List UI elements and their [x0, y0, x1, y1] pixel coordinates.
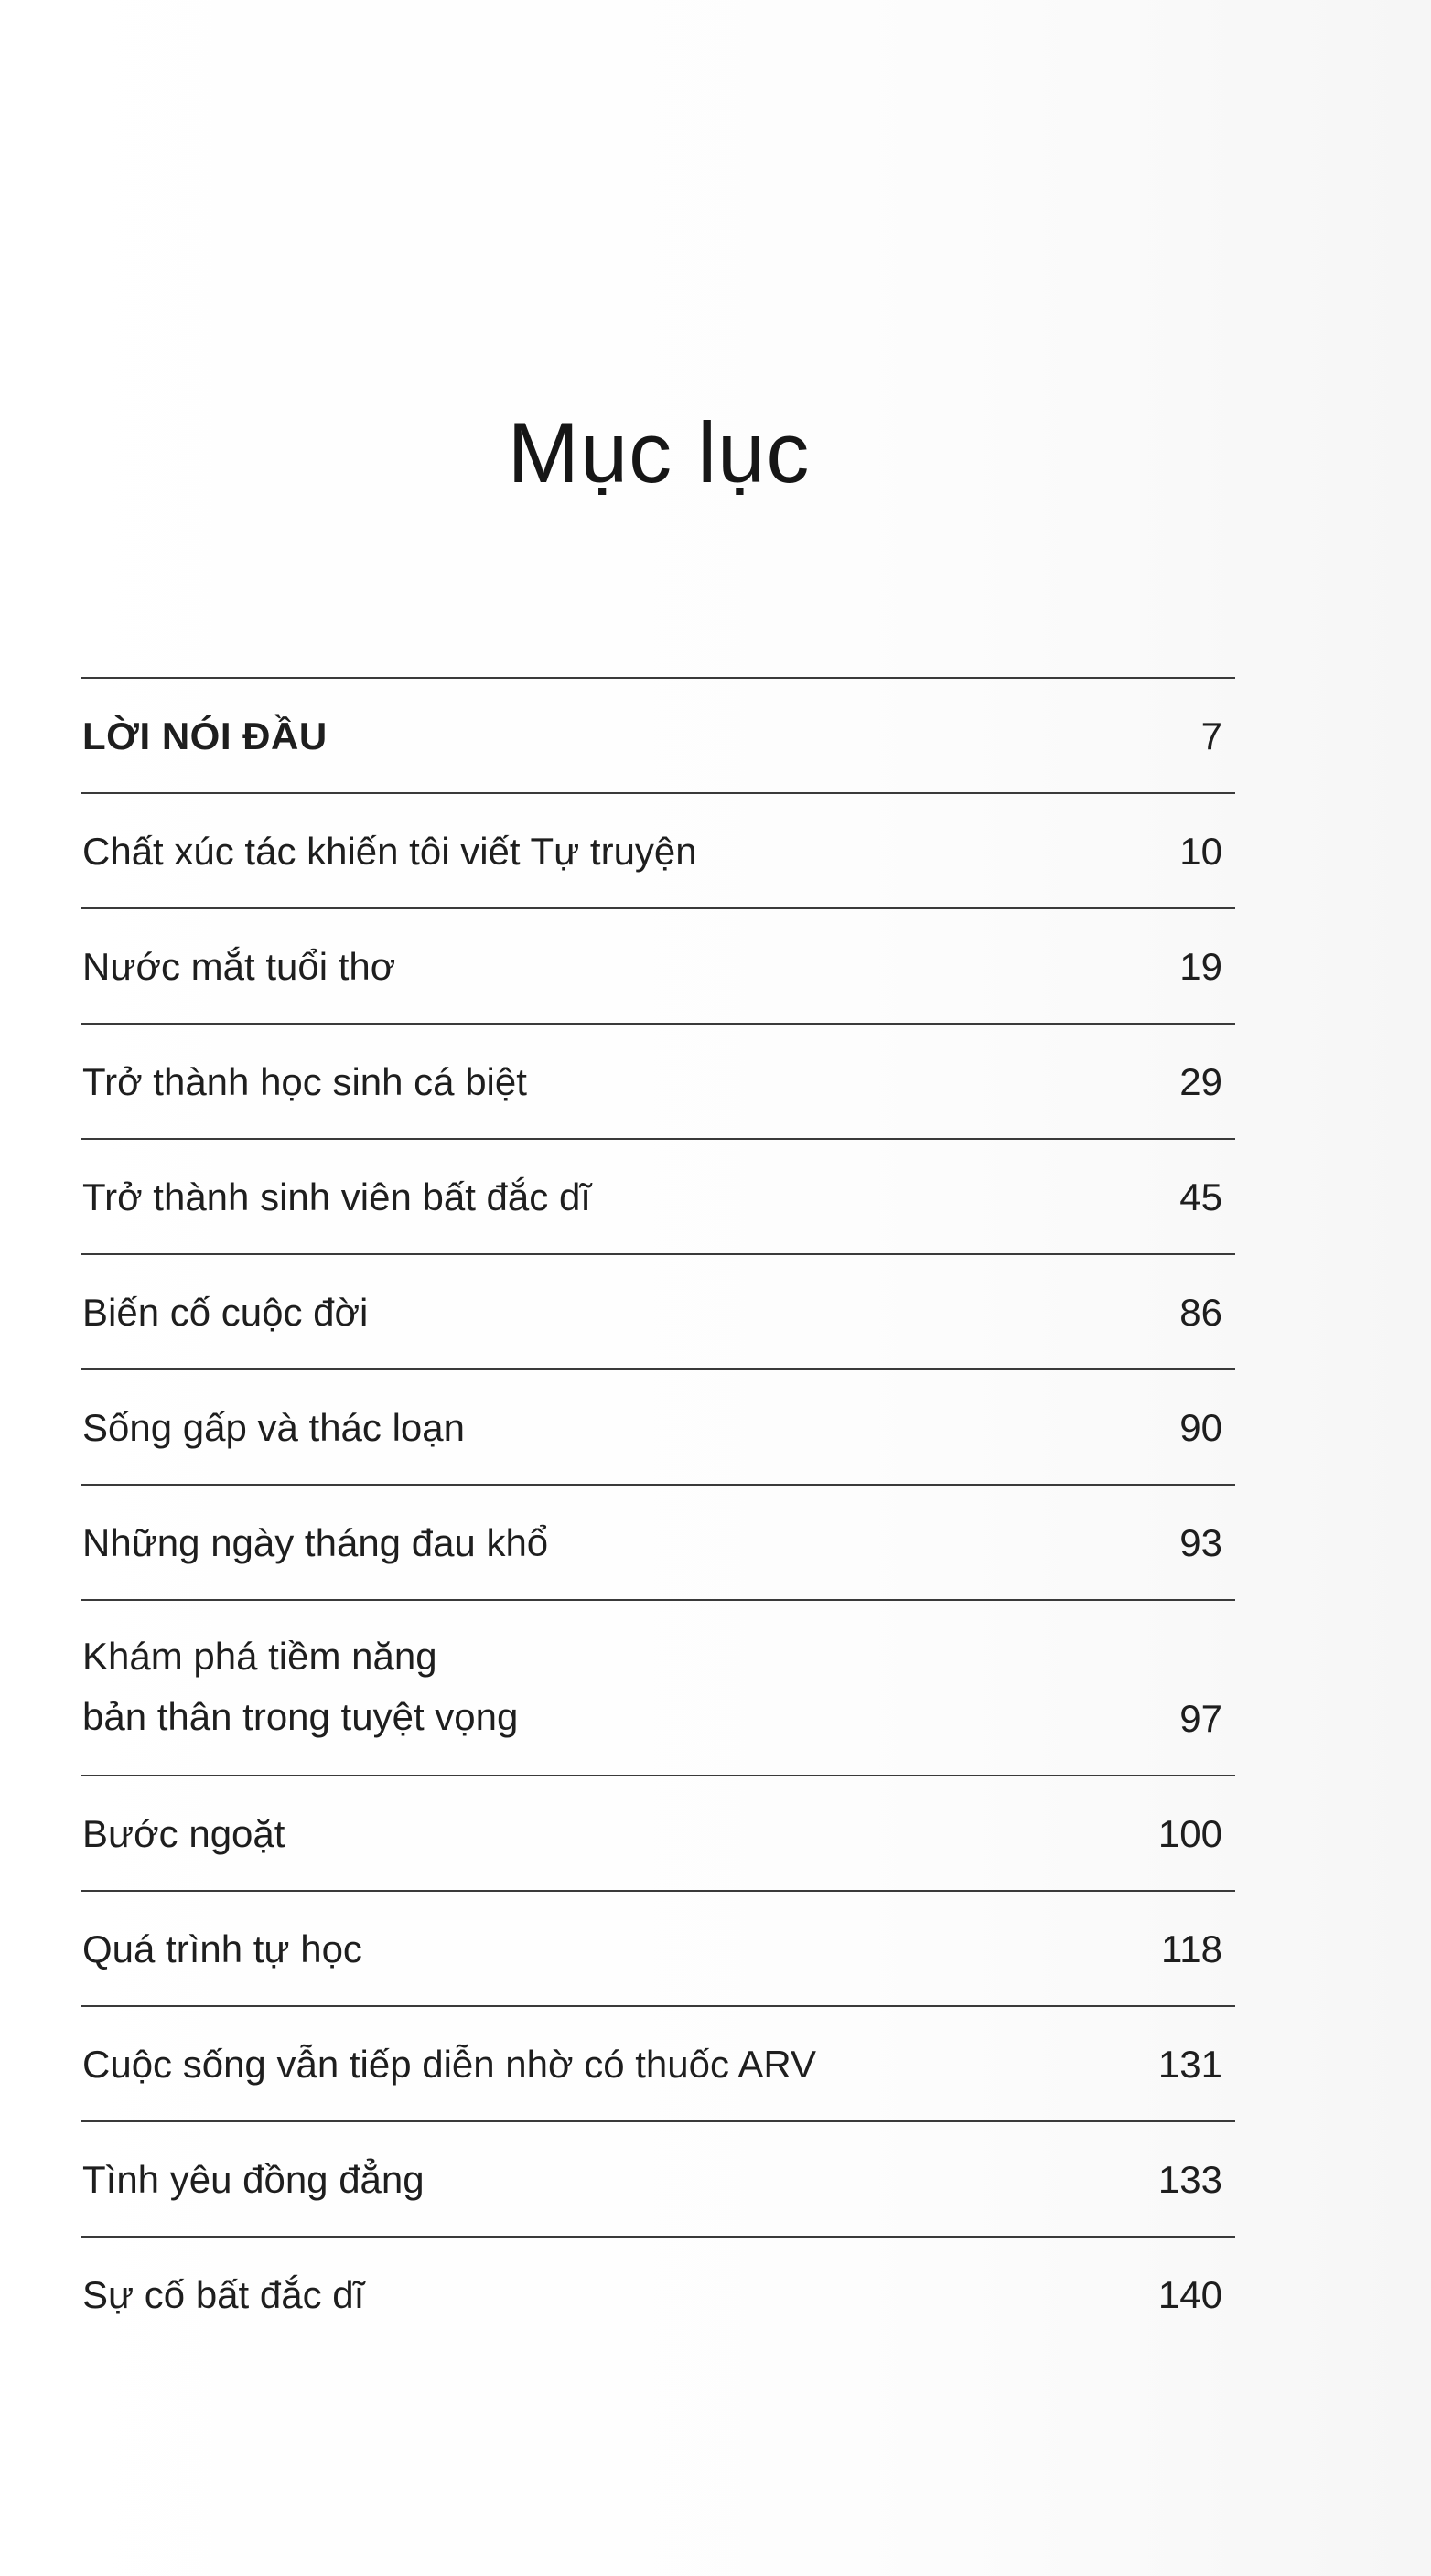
toc-entry: [81, 2238, 1235, 2351]
toc-entry-title: Trở thành học sinh cá biệt: [82, 1060, 527, 1103]
toc-entry-title: Chất xúc tác khiến tôi viết Tự truyện: [82, 830, 697, 873]
toc-entry-title-line: Khám phá tiềm năng: [82, 1635, 437, 1678]
toc-entry: [81, 1370, 1235, 1484]
toc-entry-title: Tình yêu đồng đẳng: [82, 2158, 425, 2201]
toc-entry-title: [82, 1626, 518, 1747]
toc-entry: [81, 794, 1235, 907]
toc-entry: [81, 1776, 1235, 1890]
toc-entry: [81, 2122, 1235, 2236]
toc-entry: [81, 2007, 1235, 2120]
toc-entry-title: Sự cố bất đắc dĩ: [82, 2273, 365, 2316]
toc-entry-title: Những ngày tháng đau khổ: [82, 1521, 549, 1564]
page-title: Mục lục: [507, 403, 811, 500]
toc-entry-title: Nước mắt tuổi thơ: [82, 945, 396, 988]
toc-entry-page: 10: [1179, 830, 1222, 873]
toc-entry-page: 140: [1157, 2273, 1222, 2316]
toc-entry-title-line: bản thân trong tuyệt vọng: [82, 1695, 519, 1738]
toc-entry: [81, 909, 1235, 1023]
toc-entry: [81, 1892, 1235, 2005]
toc-entry: [81, 679, 1235, 792]
toc-entry-page: 29: [1179, 1060, 1222, 1103]
toc-entry-page: 100: [1157, 1812, 1222, 1855]
toc-entry-page: 93: [1179, 1521, 1222, 1564]
toc-entry-title: Trở thành sinh viên bất đắc dĩ: [82, 1175, 591, 1218]
toc-entry-page: 131: [1157, 2043, 1222, 2086]
toc-entry-page: 19: [1179, 945, 1222, 988]
toc-entry-title: Biến cố cuộc đời: [82, 1291, 369, 1334]
toc-entry-title: Bước ngoặt: [82, 1812, 285, 1855]
toc-entry: [81, 1140, 1235, 1253]
toc-entry: [81, 1601, 1235, 1775]
toc-entry-page: 7: [1200, 714, 1222, 757]
toc-entry-page: 86: [1179, 1291, 1222, 1334]
toc-entry: [81, 1255, 1235, 1368]
toc-entry-page: 97: [1179, 1697, 1222, 1740]
table-of-contents: [81, 677, 1235, 2351]
toc-entry-title: LỜI NÓI ĐẦU: [82, 714, 328, 757]
toc-entry-page: 118: [1161, 1927, 1222, 1970]
toc-entry-page: 90: [1179, 1406, 1222, 1449]
toc-entry-title: Cuộc sống vẫn tiếp diễn nhờ có thuốc ARV: [82, 2043, 816, 2086]
toc-entry-title: Sống gấp và thác loạn: [82, 1406, 465, 1449]
toc-entry: [81, 1486, 1235, 1599]
toc-entry-page: 133: [1157, 2158, 1222, 2201]
toc-entry-page: 45: [1179, 1175, 1222, 1218]
toc-entry-title: Quá trình tự học: [82, 1927, 362, 1970]
toc-entry: [81, 1025, 1235, 1138]
